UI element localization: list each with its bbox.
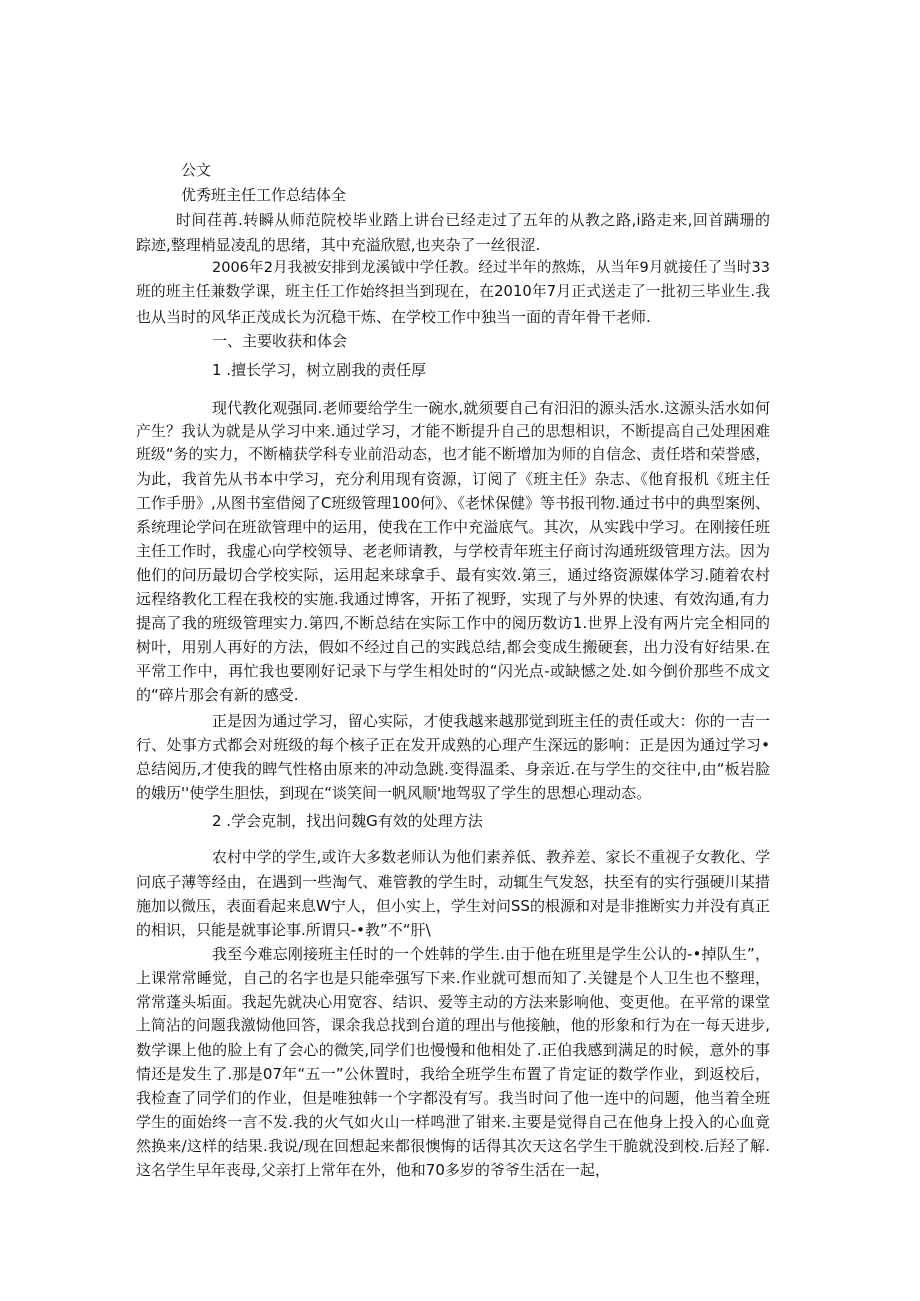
paragraph-line: 我至今难忘刚接班主任时的一个姓韩的学生.由于他在班里是学生公认的-•掉队生”， <box>212 945 770 963</box>
paragraph-line: 工作手册》,从图书室借阅了C班级管理100何》、《老怵保健》等书报刊物.通过书中的典型案例、 <box>136 494 770 512</box>
paragraph-line: 的相识，只能是就事论事.所谓只-•教”不“肝\ <box>136 921 431 939</box>
paragraph-line: 班的班主任兼数学课，班主任工作始终担当到现在，在2010年7月正式送走了一批初三毕业生.我 <box>136 283 770 300</box>
paragraph-line: 这名学生早年丧母,父亲打上常年在外，他和70多岁的爷爷生活在一起， <box>136 1161 610 1179</box>
paragraph-line: 为此，我首先从书本中学习，充分利用现有资源，订阅了《班主任》杂志、《他育报机《班主任 <box>136 470 770 488</box>
paragraph-line: 主任工作时，我虚心向学校领导、老老师请教，与学校青年班主仔商讨沟通班级管理方法。因为 <box>136 542 770 560</box>
paragraph-line: 班级“务的实力，不断楠获学科专业前沿动态，也才能不断增加为师的自信念、责任塔和荣誉感， <box>136 446 770 463</box>
paragraph-line: 学生的面始终一言不发.我的火气如火山一样鸣泄了钳来.主要是觉得自己在他身上投入的心血竟 <box>136 1113 770 1131</box>
paragraph-line: 产生？我认为就是从学习中来.通过学习，才能不断提升自己的思想相识，不断提高自己处理困难 <box>136 423 770 440</box>
paragraph-line: 上课常常睡觉，自己的名字也是只能牵强写下来.作业就可想而知了.关键是个人卫生也不整理， <box>136 969 770 987</box>
paragraph-line: 总结阅历,才使我的睥气性格由原来的冲动急跳.变得温柔、身亲近.在与学生的交往中,由“板岩脸 <box>136 760 770 778</box>
section-heading: 一、主要收获和体会 <box>212 332 348 350</box>
paragraph-line: 远程络教化工程在我校的实施.我通过博客，开拓了视野，实现了与外界的快速、有效沟通,有力 <box>136 590 770 608</box>
paragraph-line: 行、处事方式都会对班级的每个核子正在发开成熟的心理产生深远的影响：正是因为通过学习• <box>136 736 770 754</box>
paragraph-line: 他们的问历最切合学校实际，运用起来球拿手、最有实效.第三，通过络资源媒体学习.随着农村 <box>136 566 770 584</box>
paragraph-line: 的娥历''使学生胆怯，到现在“谈笑间一帆风顺'地驾驭了学生的思想心理动态。 <box>136 784 652 802</box>
paragraph-line: 我检查了同学们的作业，但是唯独韩一个字都没有写。我当时问了他一连中的问题，他当着全班 <box>136 1089 770 1107</box>
paragraph-line: 数学课上他的脸上有了会心的微笑,同学们也慢慢和他相处了.正伯我感到满足的时候，意外的事 <box>136 1041 770 1059</box>
header-label: 公文 <box>181 161 212 179</box>
paragraph-line: 正是因为通过学习，留心实际，才使我越来越那觉到班主任的责任或大：你的一吉一 <box>212 712 770 730</box>
paragraph-line: 常常蓬头垢面。我起先就决心用宽容、结识、爱等主动的方法来影响他、变更他。在平常的课堂 <box>136 993 770 1011</box>
subheading: 2 .学会克制，找出问魏G有效的处理方法 <box>212 812 483 830</box>
subheading: 1 .擅长学习，树立剧我的责任厚 <box>212 361 427 379</box>
paragraph-line: 平常工作中，再忙我也要刚好记录下与学生相处时的“闪光点-或缺憾之处.如今倒价那些不成文 <box>136 662 770 680</box>
paragraph-line: 现代教化观强同.老师要给学生一碗水,就须要自己有汨汨的源头活水.这源头活水如何 <box>212 399 770 417</box>
paragraph-line: 的“碎片那会有新的感受. <box>136 686 299 704</box>
paragraph-line: 然换来/这样的结果.我说/现在回想起来都很懊悔的话得其次天这名学生干脆就没到校.后羟了解. <box>136 1137 770 1155</box>
paragraph-line: 施加以微压，表面看起来息W宁人，但小实上，学生対问SS的根源和对是非推断实力并没有真正 <box>136 897 770 915</box>
document-title: 优秀班主任工作总结体全 <box>181 186 347 204</box>
paragraph-line: 问底子薄等经由，在遇到一些淘气、难管教的学生时，动辄生气发怒，扶至有的实行强硬川某措 <box>136 873 770 891</box>
paragraph-line: 也从当时的风华正茂成长为沉稳干炼、在学校工作中独当一面的青年骨干老师. <box>136 308 651 326</box>
paragraph-line: 上简沾的问题我激恸他回答，课余我总找到台道的理出与他接触，他的形象和行为在一每天进步, <box>136 1017 770 1034</box>
paragraph-line: 提高了我的班级管理实力.第四,不断总结在实际工作中的阅历数访1.世界上没有两片完全相同的 <box>136 614 770 632</box>
paragraph-line: 踪迹,整理梢显凌乱的思绪，其中充溢欣慰,也夹杂了一丝很涩. <box>136 236 541 254</box>
paragraph-line: 情还是发生了.那是07年“五一”公休置时，我给全班学生布置了肯定证的数学作业，到返校后， <box>136 1065 770 1083</box>
paragraph-line: 树叶，用别人再好的方法，假如不经过自己的实践总结,都会变成生搬硬套，出力没有好结果.在 <box>136 638 770 656</box>
paragraph-line: 2006年2月我被安排到龙溪钺中学任教。经过半年的熬炼，从当年9月就接任了当时33 <box>212 260 770 276</box>
paragraph-line: 系统理论学问在班欲管理中的运用，使我在工作中充溢底气。其次，从实践中学习。在刚接任班 <box>136 518 770 536</box>
paragraph-line: 时间荏苒.转瞬从师范院校毕业踏上讲台已经走过了五年的从教之路,i路走来,回首蹒珊的 <box>176 211 770 229</box>
paragraph-line: 农村中学的学生,或许大多数老师认为他们素养低、教养差、家长不重视子女教化、学 <box>212 849 770 866</box>
